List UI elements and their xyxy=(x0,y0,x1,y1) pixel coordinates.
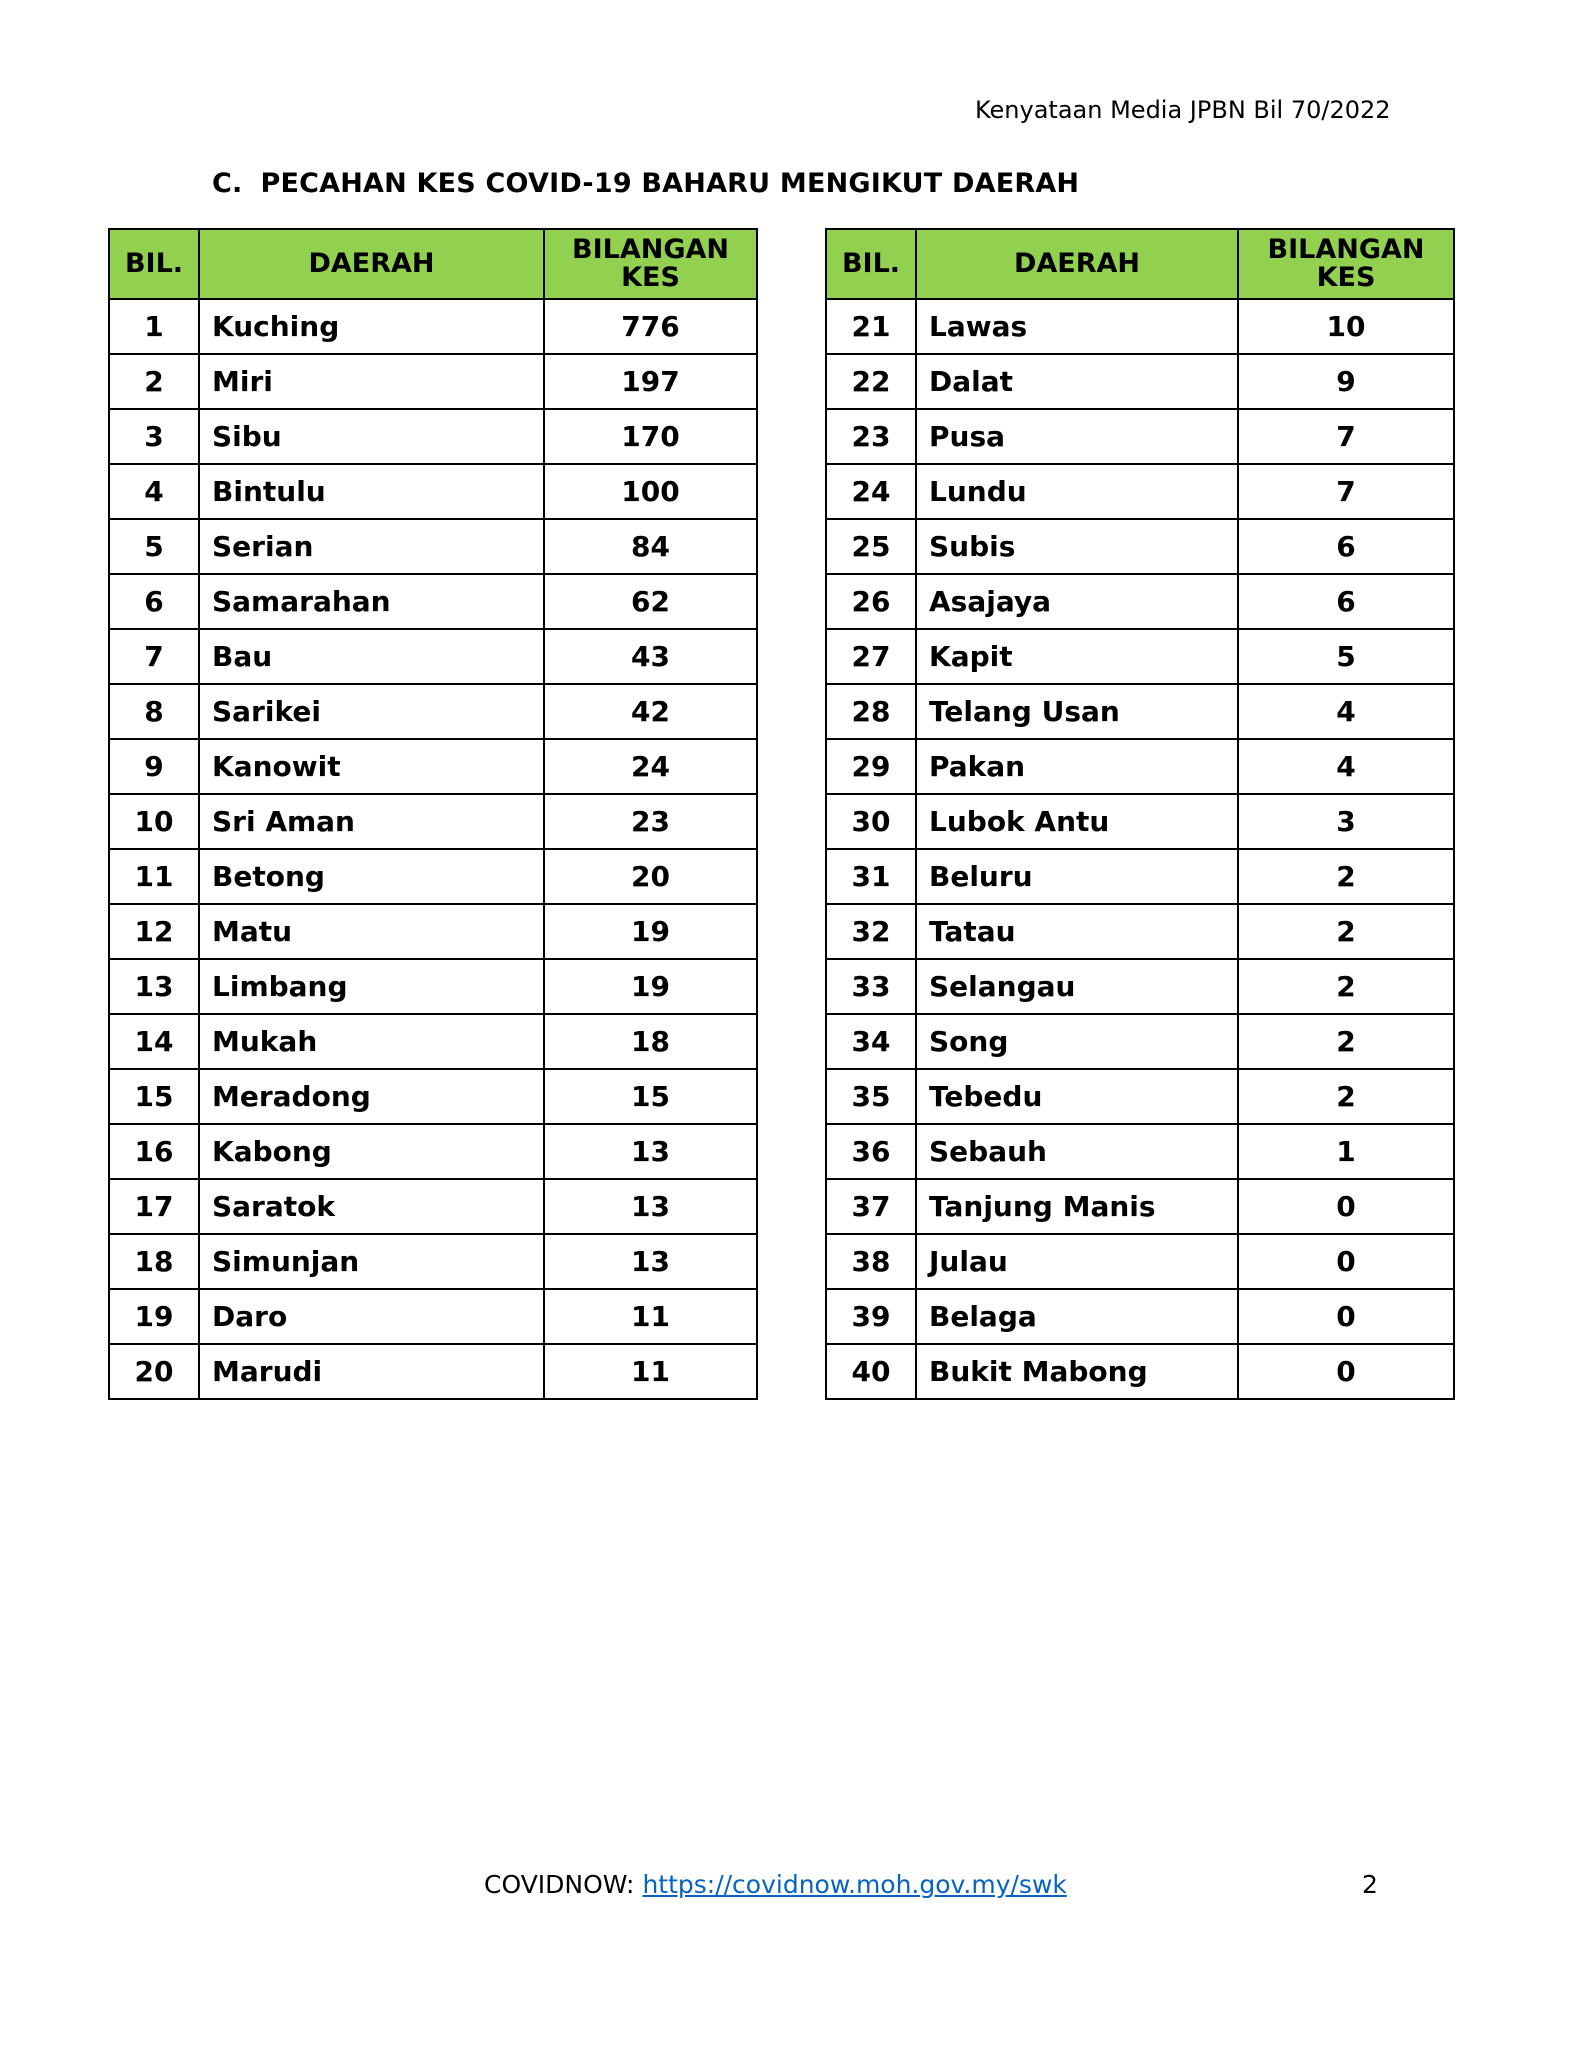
row-number: 40 xyxy=(826,1344,916,1399)
row-district: Lubok Antu xyxy=(916,794,1238,849)
table-row xyxy=(826,1069,1454,1124)
row-number: 7 xyxy=(109,629,199,684)
footer-label: COVIDNOW: xyxy=(484,1870,643,1899)
row-number: 11 xyxy=(109,849,199,904)
table-row xyxy=(826,739,1454,794)
row-number: 34 xyxy=(826,1014,916,1069)
table-row xyxy=(109,794,757,849)
row-cases: 15 xyxy=(544,1069,757,1124)
row-cases: 43 xyxy=(544,629,757,684)
row-cases: 0 xyxy=(1238,1179,1454,1234)
header-district: DAERAH xyxy=(199,229,544,299)
table-row xyxy=(109,1069,757,1124)
row-number: 39 xyxy=(826,1289,916,1344)
row-cases: 0 xyxy=(1238,1344,1454,1399)
row-number: 14 xyxy=(109,1014,199,1069)
row-number: 19 xyxy=(109,1289,199,1344)
row-district: Selangau xyxy=(916,959,1238,1014)
table-row xyxy=(826,409,1454,464)
row-number: 8 xyxy=(109,684,199,739)
table-row xyxy=(826,574,1454,629)
header-cases-line2: KES xyxy=(1316,262,1376,293)
table-row xyxy=(109,574,757,629)
row-number: 25 xyxy=(826,519,916,574)
section-letter: C. xyxy=(212,168,243,199)
table-header-row xyxy=(826,229,1454,299)
table-row xyxy=(109,354,757,409)
row-cases: 6 xyxy=(1238,574,1454,629)
table-row xyxy=(109,1289,757,1344)
table-row xyxy=(109,409,757,464)
row-number: 31 xyxy=(826,849,916,904)
table-row xyxy=(109,1344,757,1399)
row-cases: 0 xyxy=(1238,1289,1454,1344)
header-cases xyxy=(544,229,757,299)
table-row xyxy=(109,849,757,904)
table-header-row xyxy=(109,229,757,299)
row-cases: 170 xyxy=(544,409,757,464)
row-district: Tatau xyxy=(916,904,1238,959)
row-cases: 23 xyxy=(544,794,757,849)
row-cases: 20 xyxy=(544,849,757,904)
row-cases: 1 xyxy=(1238,1124,1454,1179)
row-cases: 0 xyxy=(1238,1234,1454,1289)
row-district: Daro xyxy=(199,1289,544,1344)
table-row xyxy=(109,464,757,519)
table-row xyxy=(109,904,757,959)
table-row xyxy=(826,794,1454,849)
row-district: Bintulu xyxy=(199,464,544,519)
table-row xyxy=(826,629,1454,684)
table-row xyxy=(826,1179,1454,1234)
row-district: Lawas xyxy=(916,299,1238,354)
row-district: Sarikei xyxy=(199,684,544,739)
row-district: Pakan xyxy=(916,739,1238,794)
section-title-text: PECAHAN KES COVID-19 BAHARU MENGIKUT DAERAH xyxy=(260,168,1080,199)
row-number: 32 xyxy=(826,904,916,959)
row-number: 21 xyxy=(826,299,916,354)
section-title xyxy=(212,168,1079,199)
row-district: Kuching xyxy=(199,299,544,354)
row-number: 38 xyxy=(826,1234,916,1289)
header-no: BIL. xyxy=(109,229,199,299)
table-row xyxy=(826,464,1454,519)
table-row xyxy=(826,849,1454,904)
row-cases: 3 xyxy=(1238,794,1454,849)
row-number: 17 xyxy=(109,1179,199,1234)
row-cases: 19 xyxy=(544,904,757,959)
row-number: 20 xyxy=(109,1344,199,1399)
row-district: Dalat xyxy=(916,354,1238,409)
row-number: 5 xyxy=(109,519,199,574)
row-cases: 776 xyxy=(544,299,757,354)
row-cases: 10 xyxy=(1238,299,1454,354)
row-number: 15 xyxy=(109,1069,199,1124)
table-row xyxy=(826,904,1454,959)
table-row xyxy=(109,519,757,574)
table-row xyxy=(109,959,757,1014)
row-number: 18 xyxy=(109,1234,199,1289)
district-cases-table-right xyxy=(825,228,1455,1400)
row-cases: 24 xyxy=(544,739,757,794)
row-district: Limbang xyxy=(199,959,544,1014)
row-district: Betong xyxy=(199,849,544,904)
table-row xyxy=(109,1124,757,1179)
row-district: Song xyxy=(916,1014,1238,1069)
row-district: Marudi xyxy=(199,1344,544,1399)
table-row xyxy=(109,739,757,794)
row-cases: 6 xyxy=(1238,519,1454,574)
page-number: 2 xyxy=(1362,1870,1378,1899)
row-cases: 197 xyxy=(544,354,757,409)
district-cases-table-left xyxy=(108,228,758,1400)
row-cases: 4 xyxy=(1238,684,1454,739)
header-cases-line1: BILANGAN xyxy=(572,234,729,265)
row-cases: 62 xyxy=(544,574,757,629)
row-district: Beluru xyxy=(916,849,1238,904)
row-district: Samarahan xyxy=(199,574,544,629)
row-district: Subis xyxy=(916,519,1238,574)
row-district: Asajaya xyxy=(916,574,1238,629)
row-district: Serian xyxy=(199,519,544,574)
row-cases: 19 xyxy=(544,959,757,1014)
row-district: Matu xyxy=(199,904,544,959)
row-cases: 84 xyxy=(544,519,757,574)
row-number: 24 xyxy=(826,464,916,519)
table-row xyxy=(109,299,757,354)
row-number: 10 xyxy=(109,794,199,849)
covidnow-link[interactable]: https://covidnow.moh.gov.my/swk xyxy=(642,1870,1067,1899)
header-no: BIL. xyxy=(826,229,916,299)
row-cases: 13 xyxy=(544,1234,757,1289)
row-number: 30 xyxy=(826,794,916,849)
row-cases: 2 xyxy=(1238,1014,1454,1069)
row-number: 3 xyxy=(109,409,199,464)
row-number: 28 xyxy=(826,684,916,739)
row-district: Bukit Mabong xyxy=(916,1344,1238,1399)
row-district: Simunjan xyxy=(199,1234,544,1289)
table-row xyxy=(109,1234,757,1289)
row-number: 33 xyxy=(826,959,916,1014)
row-number: 16 xyxy=(109,1124,199,1179)
row-number: 12 xyxy=(109,904,199,959)
row-cases: 5 xyxy=(1238,629,1454,684)
row-cases: 7 xyxy=(1238,409,1454,464)
row-cases: 100 xyxy=(544,464,757,519)
row-number: 13 xyxy=(109,959,199,1014)
row-district: Mukah xyxy=(199,1014,544,1069)
row-district: Tanjung Manis xyxy=(916,1179,1238,1234)
table-row xyxy=(826,1014,1454,1069)
row-number: 29 xyxy=(826,739,916,794)
table-row xyxy=(826,1289,1454,1344)
row-number: 26 xyxy=(826,574,916,629)
row-district: Kanowit xyxy=(199,739,544,794)
row-number: 35 xyxy=(826,1069,916,1124)
row-district: Sebauh xyxy=(916,1124,1238,1179)
row-district: Belaga xyxy=(916,1289,1238,1344)
row-number: 37 xyxy=(826,1179,916,1234)
row-cases: 9 xyxy=(1238,354,1454,409)
row-cases: 11 xyxy=(544,1289,757,1344)
table-row xyxy=(826,299,1454,354)
row-cases: 13 xyxy=(544,1179,757,1234)
row-cases: 2 xyxy=(1238,904,1454,959)
document-reference: Kenyataan Media JPBN Bil 70/2022 xyxy=(975,96,1391,124)
row-cases: 2 xyxy=(1238,1069,1454,1124)
table-row xyxy=(826,1124,1454,1179)
row-district: Telang Usan xyxy=(916,684,1238,739)
table-row xyxy=(826,1234,1454,1289)
row-district: Tebedu xyxy=(916,1069,1238,1124)
row-number: 6 xyxy=(109,574,199,629)
row-number: 23 xyxy=(826,409,916,464)
row-number: 2 xyxy=(109,354,199,409)
row-number: 36 xyxy=(826,1124,916,1179)
table-row xyxy=(109,1179,757,1234)
table-row xyxy=(826,1344,1454,1399)
row-district: Sibu xyxy=(199,409,544,464)
row-cases: 7 xyxy=(1238,464,1454,519)
header-district: DAERAH xyxy=(916,229,1238,299)
row-district: Bau xyxy=(199,629,544,684)
row-district: Kapit xyxy=(916,629,1238,684)
row-cases: 2 xyxy=(1238,959,1454,1014)
row-number: 22 xyxy=(826,354,916,409)
table-row xyxy=(826,684,1454,739)
table-row xyxy=(109,629,757,684)
header-cases-line2: KES xyxy=(621,262,680,293)
table-row xyxy=(826,519,1454,574)
row-district: Lundu xyxy=(916,464,1238,519)
table-row xyxy=(826,354,1454,409)
row-number: 27 xyxy=(826,629,916,684)
row-district: Meradong xyxy=(199,1069,544,1124)
footer xyxy=(484,1870,1067,1899)
row-cases: 42 xyxy=(544,684,757,739)
row-cases: 11 xyxy=(544,1344,757,1399)
table-row xyxy=(826,959,1454,1014)
row-number: 1 xyxy=(109,299,199,354)
row-district: Saratok xyxy=(199,1179,544,1234)
row-number: 4 xyxy=(109,464,199,519)
row-number: 9 xyxy=(109,739,199,794)
row-cases: 13 xyxy=(544,1124,757,1179)
header-cases-line1: BILANGAN xyxy=(1267,234,1425,265)
row-district: Sri Aman xyxy=(199,794,544,849)
table-row xyxy=(109,684,757,739)
header-cases xyxy=(1238,229,1454,299)
row-district: Kabong xyxy=(199,1124,544,1179)
row-district: Julau xyxy=(916,1234,1238,1289)
row-cases: 18 xyxy=(544,1014,757,1069)
row-cases: 4 xyxy=(1238,739,1454,794)
row-district: Pusa xyxy=(916,409,1238,464)
row-district: Miri xyxy=(199,354,544,409)
table-row xyxy=(109,1014,757,1069)
row-cases: 2 xyxy=(1238,849,1454,904)
